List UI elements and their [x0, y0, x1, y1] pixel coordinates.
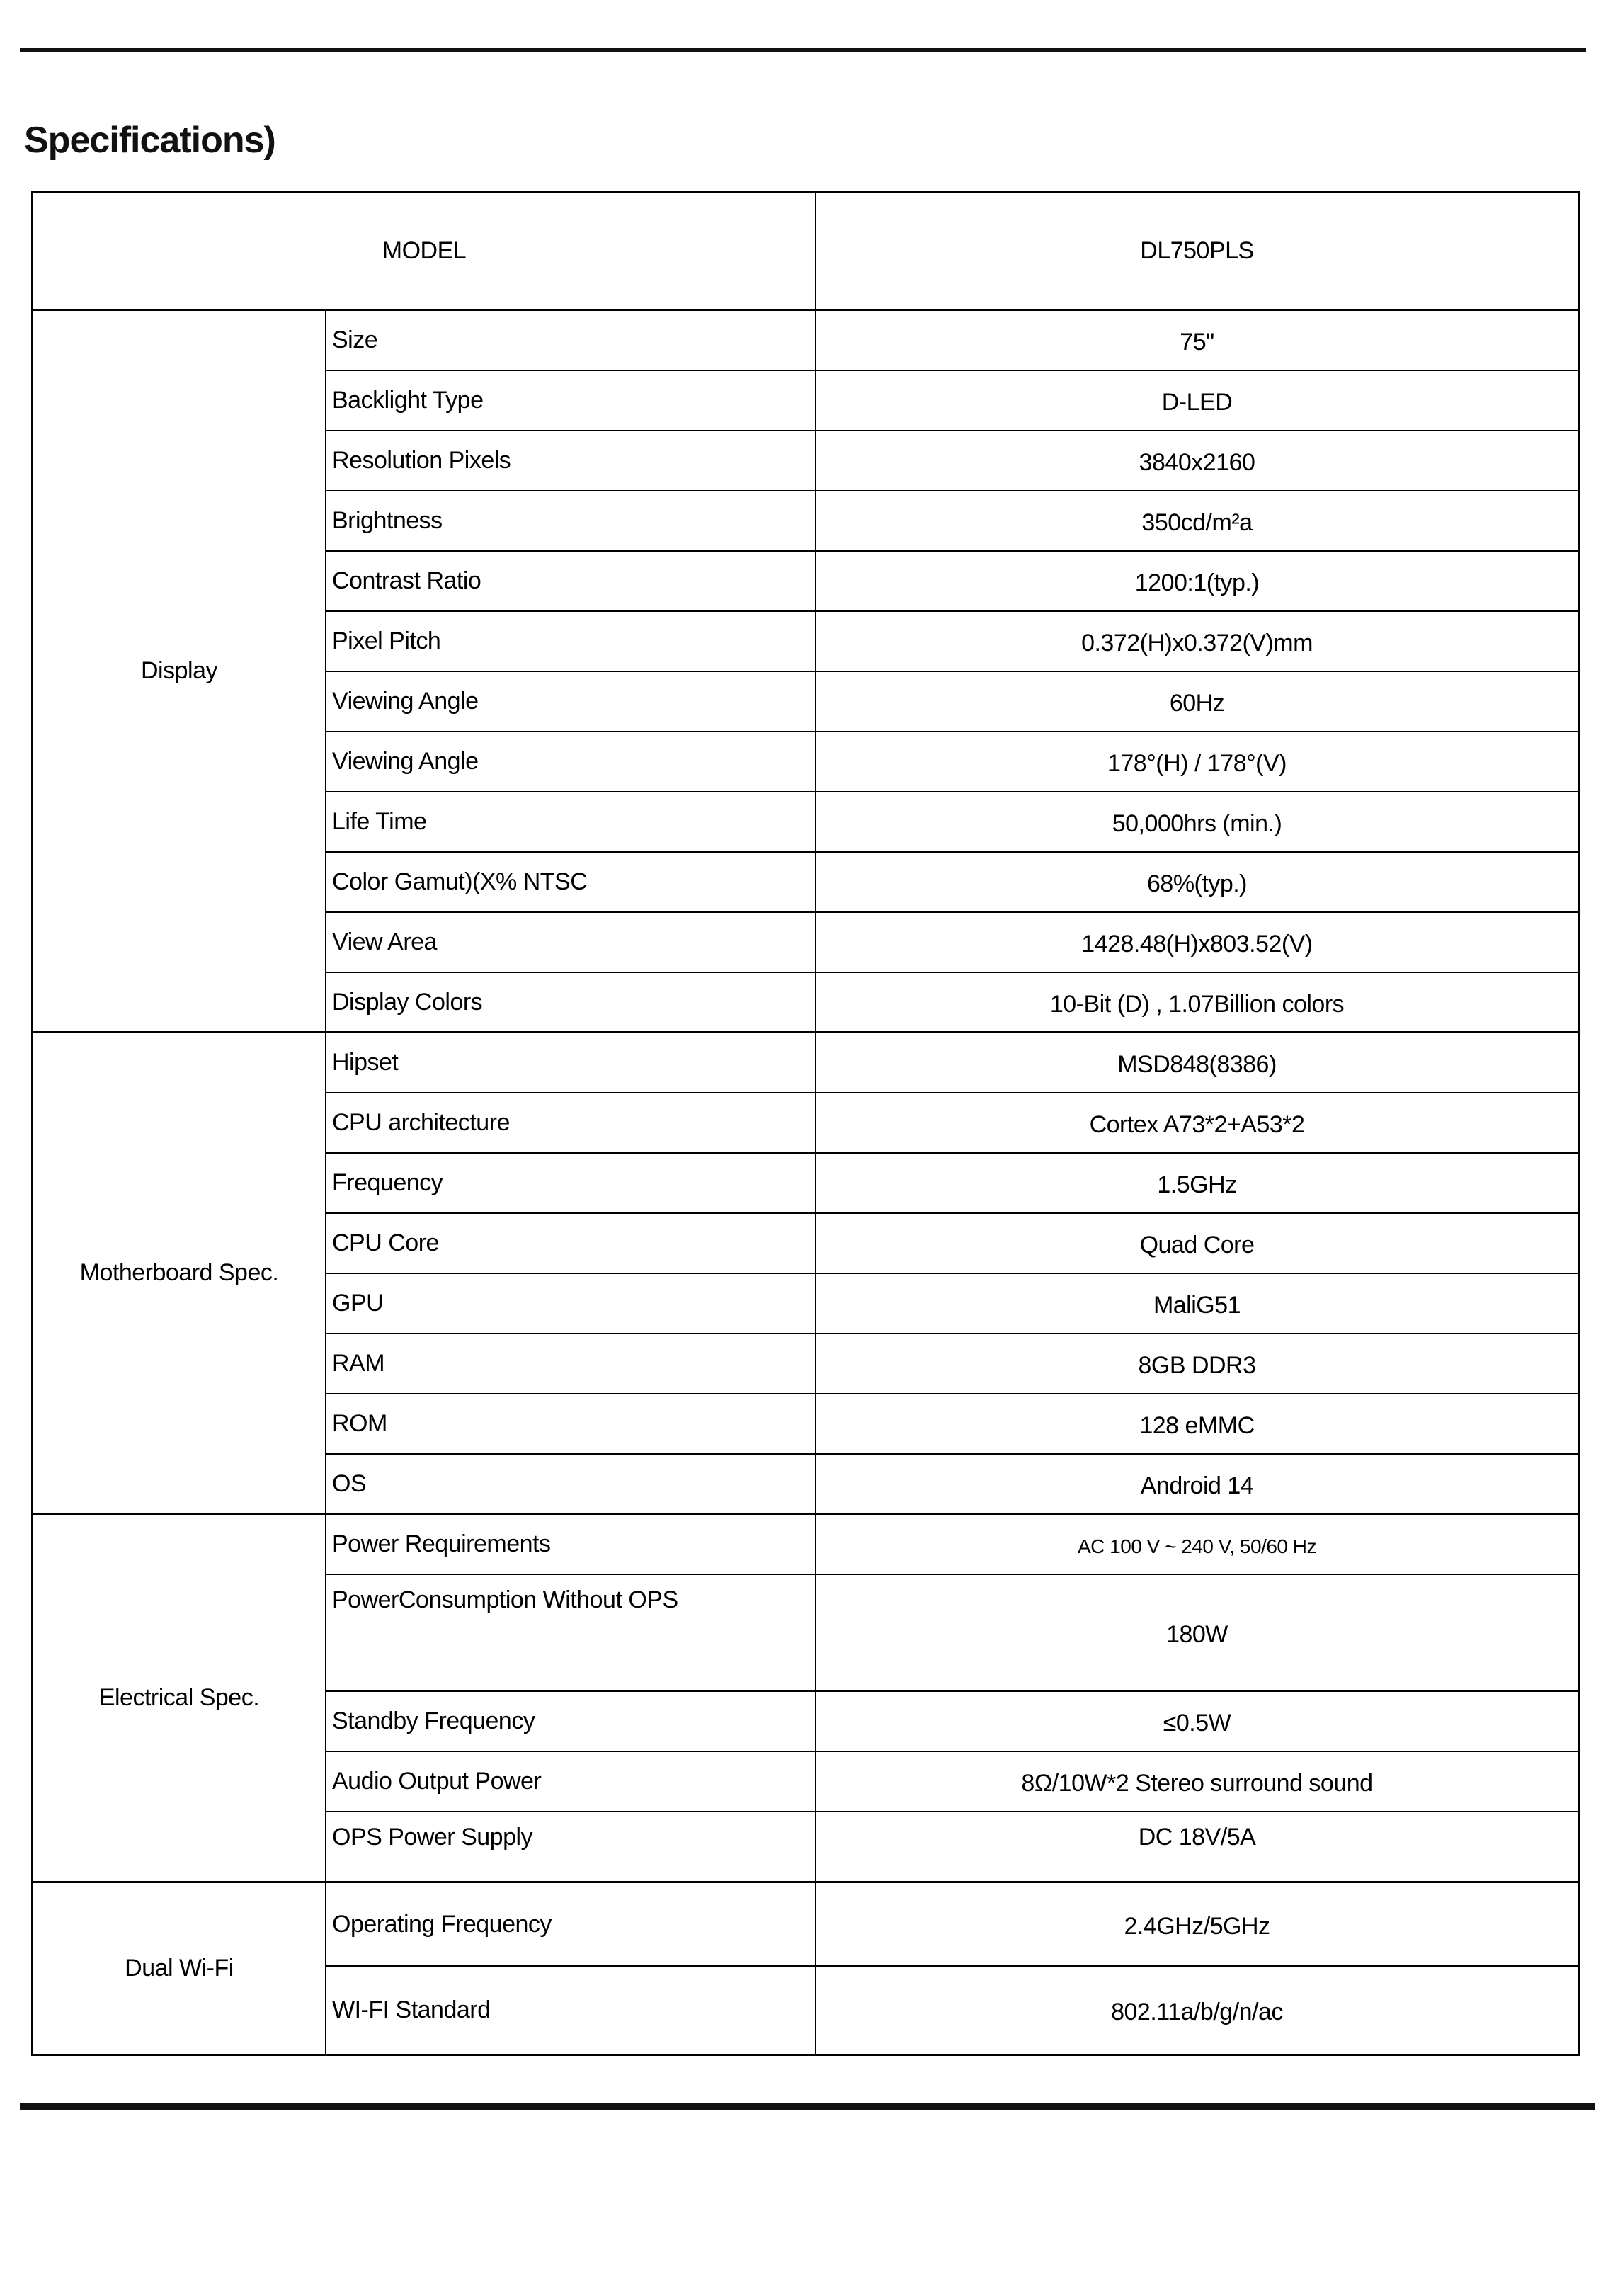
page-title: Specifications) — [24, 120, 275, 161]
spec-row-label: Color Gamut)(X% NTSC — [326, 853, 816, 913]
spec-row-label: ROM — [326, 1394, 816, 1455]
spec-row-label: Life Time — [326, 792, 816, 853]
spec-row-label: Operating Frequency — [326, 1883, 816, 1967]
spec-row-value: 60Hz — [816, 672, 1578, 732]
spec-row-value: 180W — [816, 1575, 1578, 1692]
model-header-cell: MODEL — [33, 193, 816, 311]
spec-row-label: OS — [326, 1455, 816, 1515]
spec-row-value: Cortex A73*2+A53*2 — [816, 1093, 1578, 1154]
section-label: Dual Wi-Fi — [33, 1883, 326, 2054]
spec-row-label: Contrast Ratio — [326, 552, 816, 612]
spec-row-value: 0.372(H)x0.372(V)mm — [816, 612, 1578, 672]
spec-row-label: CPU Core — [326, 1214, 816, 1274]
spec-row-value: 10-Bit (D) , 1.07Billion colors — [816, 973, 1578, 1033]
spec-row-value: 1200:1(typ.) — [816, 552, 1578, 612]
spec-row-label: Viewing Angle — [326, 732, 816, 792]
spec-row-label: Display Colors — [326, 973, 816, 1033]
spec-row-value: AC 100 V ~ 240 V, 50/60 Hz — [816, 1515, 1578, 1575]
spec-row-label: View Area — [326, 913, 816, 973]
spec-row-value: 128 eMMC — [816, 1394, 1578, 1455]
spec-row-label: RAM — [326, 1334, 816, 1394]
spec-row-label: WI-FI Standard — [326, 1967, 816, 2054]
spec-row-label: Frequency — [326, 1154, 816, 1214]
spec-row-value: 350cd/m²a — [816, 491, 1578, 552]
spec-row-value: 8Ω/10W*2 Stereo surround sound — [816, 1752, 1578, 1812]
top-rule — [20, 48, 1586, 52]
spec-row-value: DC 18V/5A — [816, 1812, 1578, 1883]
spec-row-value: MaliG51 — [816, 1274, 1578, 1334]
spec-table — [31, 191, 1580, 2056]
spec-row-label: Viewing Angle — [326, 672, 816, 732]
spec-row-value: D-LED — [816, 371, 1578, 431]
spec-row-value: 802.11a/b/g/n/ac — [1111, 1999, 1283, 2026]
spec-row-value: 178°(H) / 178°(V) — [816, 732, 1578, 792]
bottom-rule — [20, 2103, 1595, 2110]
model-value-cell: DL750PLS — [816, 193, 1578, 311]
spec-row-label: GPU — [326, 1274, 816, 1334]
spec-row-value: 2.4GHz/5GHz — [816, 1883, 1578, 1967]
spec-row-label: Backlight Type — [326, 371, 816, 431]
section-label: Electrical Spec. — [33, 1515, 326, 1883]
spec-row-label: OPS Power Supply — [326, 1812, 816, 1883]
spec-row-value: 75" — [816, 311, 1578, 371]
spec-row-label: Audio Output Power — [326, 1752, 816, 1812]
spec-row-label: Size — [326, 311, 816, 371]
spec-row-value: Quad Core — [816, 1214, 1578, 1274]
spec-row-value: 1428.48(H)x803.52(V) — [816, 913, 1578, 973]
spec-row-value: 68%(typ.) — [816, 853, 1578, 913]
spec-row-value: 3840x2160 — [816, 431, 1578, 491]
spec-row-value: MSD848(8386) — [816, 1033, 1578, 1093]
spec-row-value: 1.5GHz — [816, 1154, 1578, 1214]
spec-row-label: PowerConsumption Without OPS — [326, 1575, 816, 1692]
spec-row-value: 8GB DDR3 — [816, 1334, 1578, 1394]
spec-row-label: Hipset — [326, 1033, 816, 1093]
spec-row-label: Pixel Pitch — [326, 612, 816, 672]
spec-row-value: Android 14 — [816, 1455, 1578, 1515]
spec-row-label: Standby Frequency — [326, 1692, 816, 1752]
spec-row-label: Power Requirements — [326, 1515, 816, 1575]
section-label: Motherboard Spec. — [33, 1033, 326, 1515]
spec-row-label: CPU architecture — [326, 1093, 816, 1154]
spec-row-label: Resolution Pixels — [326, 431, 816, 491]
spec-row-value: 50,000hrs (min.) — [816, 792, 1578, 853]
section-label: Display — [33, 311, 326, 1033]
spec-row-label: Brightness — [326, 491, 816, 552]
spec-row-value: ≤0.5W — [816, 1692, 1578, 1752]
